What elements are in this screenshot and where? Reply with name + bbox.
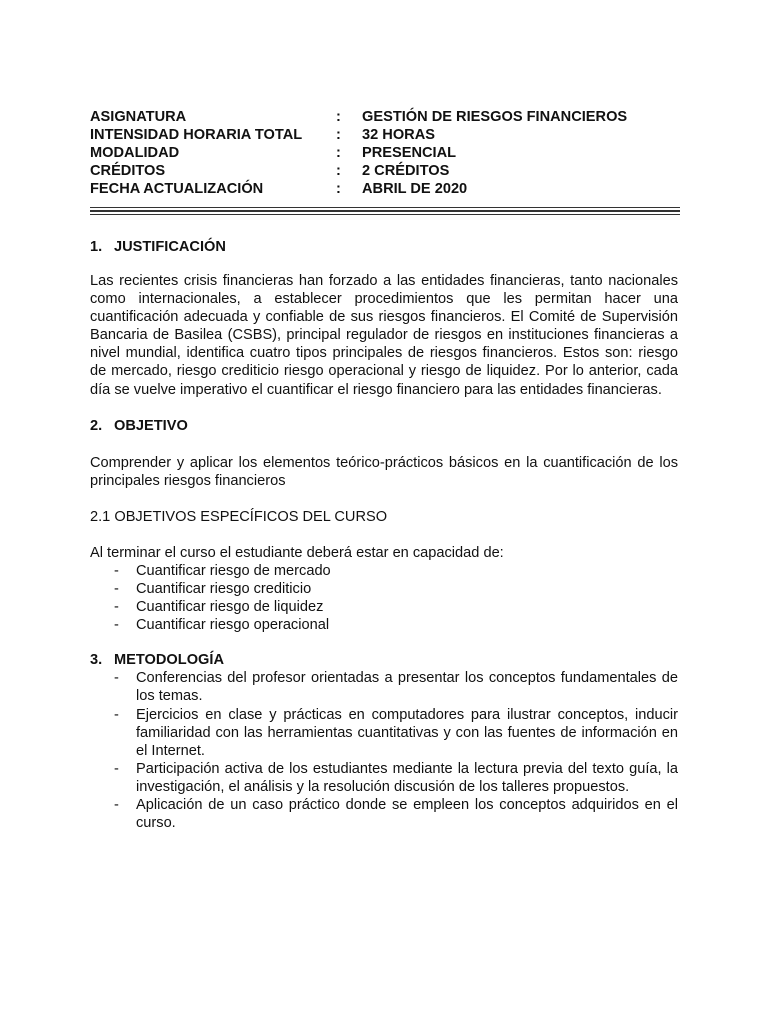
objetivos-list <box>90 562 678 634</box>
list-item <box>90 706 678 760</box>
subject-label: ASIGNATURA <box>90 109 187 125</box>
divider-line <box>90 207 680 208</box>
section-title: OBJETIVO <box>114 417 188 434</box>
course-info-row-modality <box>90 144 678 162</box>
section-title: METODOLOGÍA <box>114 652 224 669</box>
hours-value: 32 HORAS <box>362 127 435 143</box>
header-divider <box>90 206 680 215</box>
metodologia-list <box>90 669 678 832</box>
objetivo-paragraph: Comprender y aplicar los elementos teórico-prácticos básicos en la cuantificación de los principales riesgos financieros <box>90 454 678 489</box>
course-info-row-subject <box>90 108 678 126</box>
hours-label: INTENSIDAD HORARIA TOTAL <box>90 127 303 143</box>
list-item-text: Cuantificar riesgo de mercado <box>136 562 331 579</box>
section-number: 1. <box>90 239 103 255</box>
list-item-text: Cuantificar riesgo de liquidez <box>136 599 324 616</box>
list-item-text: Cuantificar riesgo operacional <box>136 617 330 634</box>
list-item <box>90 598 678 616</box>
dash-bullet: - <box>114 562 119 579</box>
course-info-row-hours <box>90 126 678 144</box>
course-info-row-credits <box>90 162 678 180</box>
update-date-value: ABRIL DE 2020 <box>362 181 468 197</box>
section-heading-objetivo <box>90 417 678 435</box>
dash-bullet: - <box>114 670 119 687</box>
list-item-text: Participación activa de los estudiantes mediante la lectura previa del texto guía, la investigación, el análisis y la resolución discusión de los talleres propuestos. <box>136 760 678 795</box>
section-title: JUSTIFICACIÓN <box>114 239 226 255</box>
list-item-text: Conferencias del profesor orientadas a presentar los conceptos fundamentales de los temas. <box>136 670 678 705</box>
dash-bullet: - <box>114 581 119 598</box>
credits-label: CRÉDITOS <box>90 163 166 179</box>
list-item-text: Ejercicios en clase y prácticas en computadores para ilustrar conceptos, inducir familiaridad con las herramientas cuantitativas y con las fuentes de información en el Internet. <box>136 706 678 759</box>
dash-bullet: - <box>114 617 119 634</box>
colon: : <box>336 145 341 161</box>
dash-bullet: - <box>114 599 119 616</box>
list-item-text: Cuantificar riesgo crediticio <box>136 581 312 598</box>
divider-line <box>90 210 680 212</box>
colon: : <box>336 181 341 197</box>
list-item-text: Aplicación de un caso práctico donde se empleen los conceptos adquiridos en el curso. <box>136 796 678 832</box>
divider-line <box>90 214 680 215</box>
subject-value: GESTIÓN DE RIESGOS FINANCIEROS <box>362 109 628 125</box>
section-number: 3. <box>90 652 103 669</box>
objetivos-intro: Al terminar el curso el estudiante deberá estar en capacidad de: <box>90 544 504 561</box>
section-heading-metodologia <box>90 651 678 669</box>
list-item <box>90 616 678 634</box>
list-item <box>90 669 678 705</box>
colon: : <box>336 109 341 125</box>
dash-bullet: - <box>114 796 119 813</box>
list-item <box>90 562 678 580</box>
modality-value: PRESENCIAL <box>362 145 457 161</box>
modality-label: MODALIDAD <box>90 145 180 161</box>
section-heading-justificacion <box>90 238 678 256</box>
list-item <box>90 796 678 832</box>
credits-value: 2 CRÉDITOS <box>362 163 450 179</box>
subsection-heading-objetivos-especificos: 2.1 OBJETIVOS ESPECÍFICOS DEL CURSO <box>90 508 388 525</box>
update-date-label: FECHA ACTUALIZACIÓN <box>90 181 264 197</box>
justificacion-paragraph: Las recientes crisis financieras han forzado a las entidades financieras, tanto nacionales como internacionales, a establecer procedimientos que les permitan hacer una cuantificación adecuada y confiable de sus riesgos financieros. El Comité de Supervisión Bancaria de Basilea (CSBS), principal regulador de riesgos en instituciones financieras a nivel mundial, identifica cuatro tipos principales de riesgos financieros. Estos son: riesgo de mercado, riesgo crediticio riesgo operacional y riesgo de liquidez. Por lo anterior, cada día se vuelve imperativo el cuantificar el riesgo financiero para las entidades financieras. <box>90 273 678 398</box>
course-info-row-date <box>90 180 678 198</box>
list-item <box>90 580 678 598</box>
dash-bullet: - <box>114 760 119 777</box>
list-item <box>90 760 678 796</box>
colon: : <box>336 163 341 179</box>
section-number: 2. <box>90 417 103 434</box>
course-info-table <box>90 108 678 198</box>
document-page <box>90 108 678 832</box>
dash-bullet: - <box>114 706 119 723</box>
colon: : <box>336 127 341 143</box>
